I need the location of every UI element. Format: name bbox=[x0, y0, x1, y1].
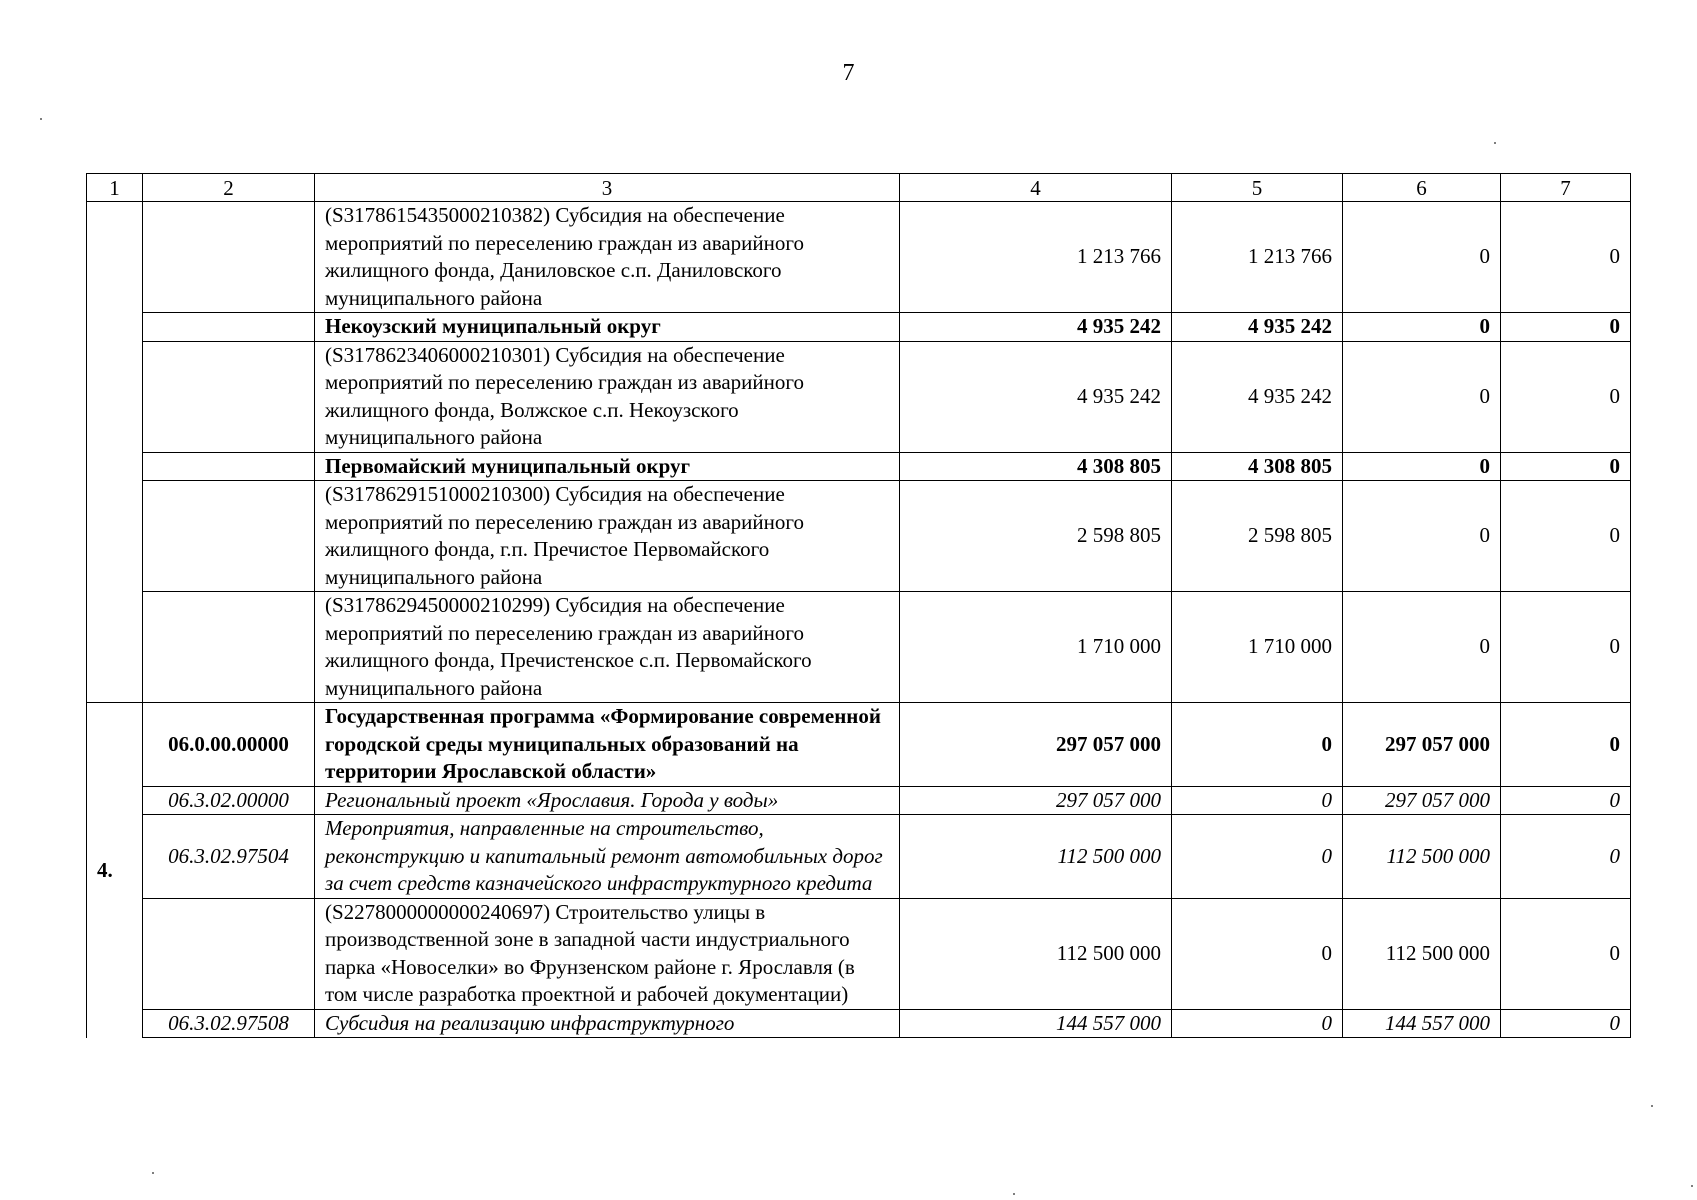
row-col5: 0 bbox=[1172, 786, 1343, 815]
table-row bbox=[87, 592, 1631, 703]
table-row bbox=[87, 1009, 1631, 1038]
row-col6: 0 bbox=[1343, 452, 1501, 481]
row-col5: 0 bbox=[1172, 815, 1343, 899]
column-number: 6 bbox=[1343, 174, 1501, 202]
row-col6: 0 bbox=[1343, 341, 1501, 452]
row-col5: 4 308 805 bbox=[1172, 452, 1343, 481]
row-code bbox=[143, 452, 315, 481]
row-col6: 144 557 000 bbox=[1343, 1009, 1501, 1038]
row-col4: 2 598 805 bbox=[900, 481, 1172, 592]
row-col4: 4 935 242 bbox=[900, 341, 1172, 452]
row-code bbox=[143, 592, 315, 703]
column-number: 4 bbox=[900, 174, 1172, 202]
table-row bbox=[87, 481, 1631, 592]
row-col7: 0 bbox=[1501, 703, 1631, 787]
row-code: 06.3.02.97504 bbox=[143, 815, 315, 899]
row-name: (S3178615435000210382) Субсидия на обеспечение мероприятий по переселению граждан из аварийного жилищного фонда, Даниловское с.п. Даниловского муниципального района bbox=[315, 202, 900, 313]
row-code bbox=[143, 481, 315, 592]
row-code: 06.3.02.00000 bbox=[143, 786, 315, 815]
row-col7: 0 bbox=[1501, 341, 1631, 452]
budget-table bbox=[86, 173, 1631, 1038]
scan-speck bbox=[1651, 1105, 1653, 1107]
table-row bbox=[87, 341, 1631, 452]
row-col4: 144 557 000 bbox=[900, 1009, 1172, 1038]
column-number: 3 bbox=[315, 174, 900, 202]
row-name: Первомайский муниципальный округ bbox=[315, 452, 900, 481]
row-col6: 297 057 000 bbox=[1343, 786, 1501, 815]
row-name: Мероприятия, направленные на строительство, реконструкцию и капитальный ремонт автомобильных дорог за счет средств казначейского инфраструктурного кредита bbox=[315, 815, 900, 899]
row-col7: 0 bbox=[1501, 786, 1631, 815]
column-number-row bbox=[87, 174, 1631, 202]
row-index bbox=[87, 202, 143, 703]
row-col6: 112 500 000 bbox=[1343, 898, 1501, 1009]
row-col6: 112 500 000 bbox=[1343, 815, 1501, 899]
row-col7: 0 bbox=[1501, 313, 1631, 342]
row-col4: 1 213 766 bbox=[900, 202, 1172, 313]
row-name: Государственная программа «Формирование современной городской среды муниципальных образований на территории Ярославской области» bbox=[315, 703, 900, 787]
row-name: (S3178629151000210300) Субсидия на обеспечение мероприятий по переселению граждан из аварийного жилищного фонда, г.п. Пречистое Первомайского муниципального района bbox=[315, 481, 900, 592]
row-name: (S3178623406000210301) Субсидия на обеспечение мероприятий по переселению граждан из аварийного жилищного фонда, Волжское с.п. Некоузского муниципального района bbox=[315, 341, 900, 452]
row-col7: 0 bbox=[1501, 898, 1631, 1009]
row-col5: 2 598 805 bbox=[1172, 481, 1343, 592]
row-code: 06.3.02.97508 bbox=[143, 1009, 315, 1038]
row-col5: 0 bbox=[1172, 703, 1343, 787]
row-col5: 1 213 766 bbox=[1172, 202, 1343, 313]
row-col7: 0 bbox=[1501, 202, 1631, 313]
table-row bbox=[87, 202, 1631, 313]
column-number: 5 bbox=[1172, 174, 1343, 202]
row-col7: 0 bbox=[1501, 452, 1631, 481]
row-code: 06.0.00.00000 bbox=[143, 703, 315, 787]
row-col4: 1 710 000 bbox=[900, 592, 1172, 703]
row-col4: 297 057 000 bbox=[900, 786, 1172, 815]
table-row bbox=[87, 898, 1631, 1009]
table-row bbox=[87, 815, 1631, 899]
row-name: Региональный проект «Ярославия. Города у воды» bbox=[315, 786, 900, 815]
row-index: 4. bbox=[87, 703, 143, 1038]
scan-speck bbox=[1013, 1193, 1015, 1195]
row-name: (S3178629450000210299) Субсидия на обеспечение мероприятий по переселению граждан из аварийного жилищного фонда, Пречистенское с.п. Первомайского муниципального района bbox=[315, 592, 900, 703]
row-name: Субсидия на реализацию инфраструктурного bbox=[315, 1009, 900, 1038]
row-col5: 1 710 000 bbox=[1172, 592, 1343, 703]
row-code bbox=[143, 202, 315, 313]
scan-speck bbox=[40, 118, 42, 120]
row-col4: 4 308 805 bbox=[900, 452, 1172, 481]
scan-speck bbox=[1691, 1185, 1693, 1187]
row-col5: 4 935 242 bbox=[1172, 313, 1343, 342]
row-col5: 0 bbox=[1172, 898, 1343, 1009]
row-col7: 0 bbox=[1501, 1009, 1631, 1038]
row-col6: 0 bbox=[1343, 592, 1501, 703]
table-row bbox=[87, 452, 1631, 481]
row-col6: 0 bbox=[1343, 481, 1501, 592]
table-row bbox=[87, 703, 1631, 787]
column-number: 1 bbox=[87, 174, 143, 202]
row-name: Некоузский муниципальный округ bbox=[315, 313, 900, 342]
row-name: (S2278000000000240697) Строительство улицы в производственной зоне в западной части индустриального парка «Новоселки» во Фрунзенском районе г. Ярославля (в том числе разработка проектной и рабочей документации) bbox=[315, 898, 900, 1009]
row-col7: 0 bbox=[1501, 481, 1631, 592]
table-row bbox=[87, 786, 1631, 815]
row-col6: 0 bbox=[1343, 202, 1501, 313]
row-col6: 0 bbox=[1343, 313, 1501, 342]
scan-speck bbox=[152, 1172, 154, 1174]
row-col5: 0 bbox=[1172, 1009, 1343, 1038]
row-col4: 112 500 000 bbox=[900, 898, 1172, 1009]
table-row bbox=[87, 313, 1631, 342]
page-number: 7 bbox=[842, 60, 855, 86]
row-code bbox=[143, 898, 315, 1009]
column-number: 2 bbox=[143, 174, 315, 202]
row-col7: 0 bbox=[1501, 592, 1631, 703]
row-col4: 4 935 242 bbox=[900, 313, 1172, 342]
scan-speck bbox=[1494, 142, 1496, 144]
row-code bbox=[143, 341, 315, 452]
row-col7: 0 bbox=[1501, 815, 1631, 899]
column-number: 7 bbox=[1501, 174, 1631, 202]
row-code bbox=[143, 313, 315, 342]
row-col4: 297 057 000 bbox=[900, 703, 1172, 787]
row-col4: 112 500 000 bbox=[900, 815, 1172, 899]
row-col6: 297 057 000 bbox=[1343, 703, 1501, 787]
row-col5: 4 935 242 bbox=[1172, 341, 1343, 452]
